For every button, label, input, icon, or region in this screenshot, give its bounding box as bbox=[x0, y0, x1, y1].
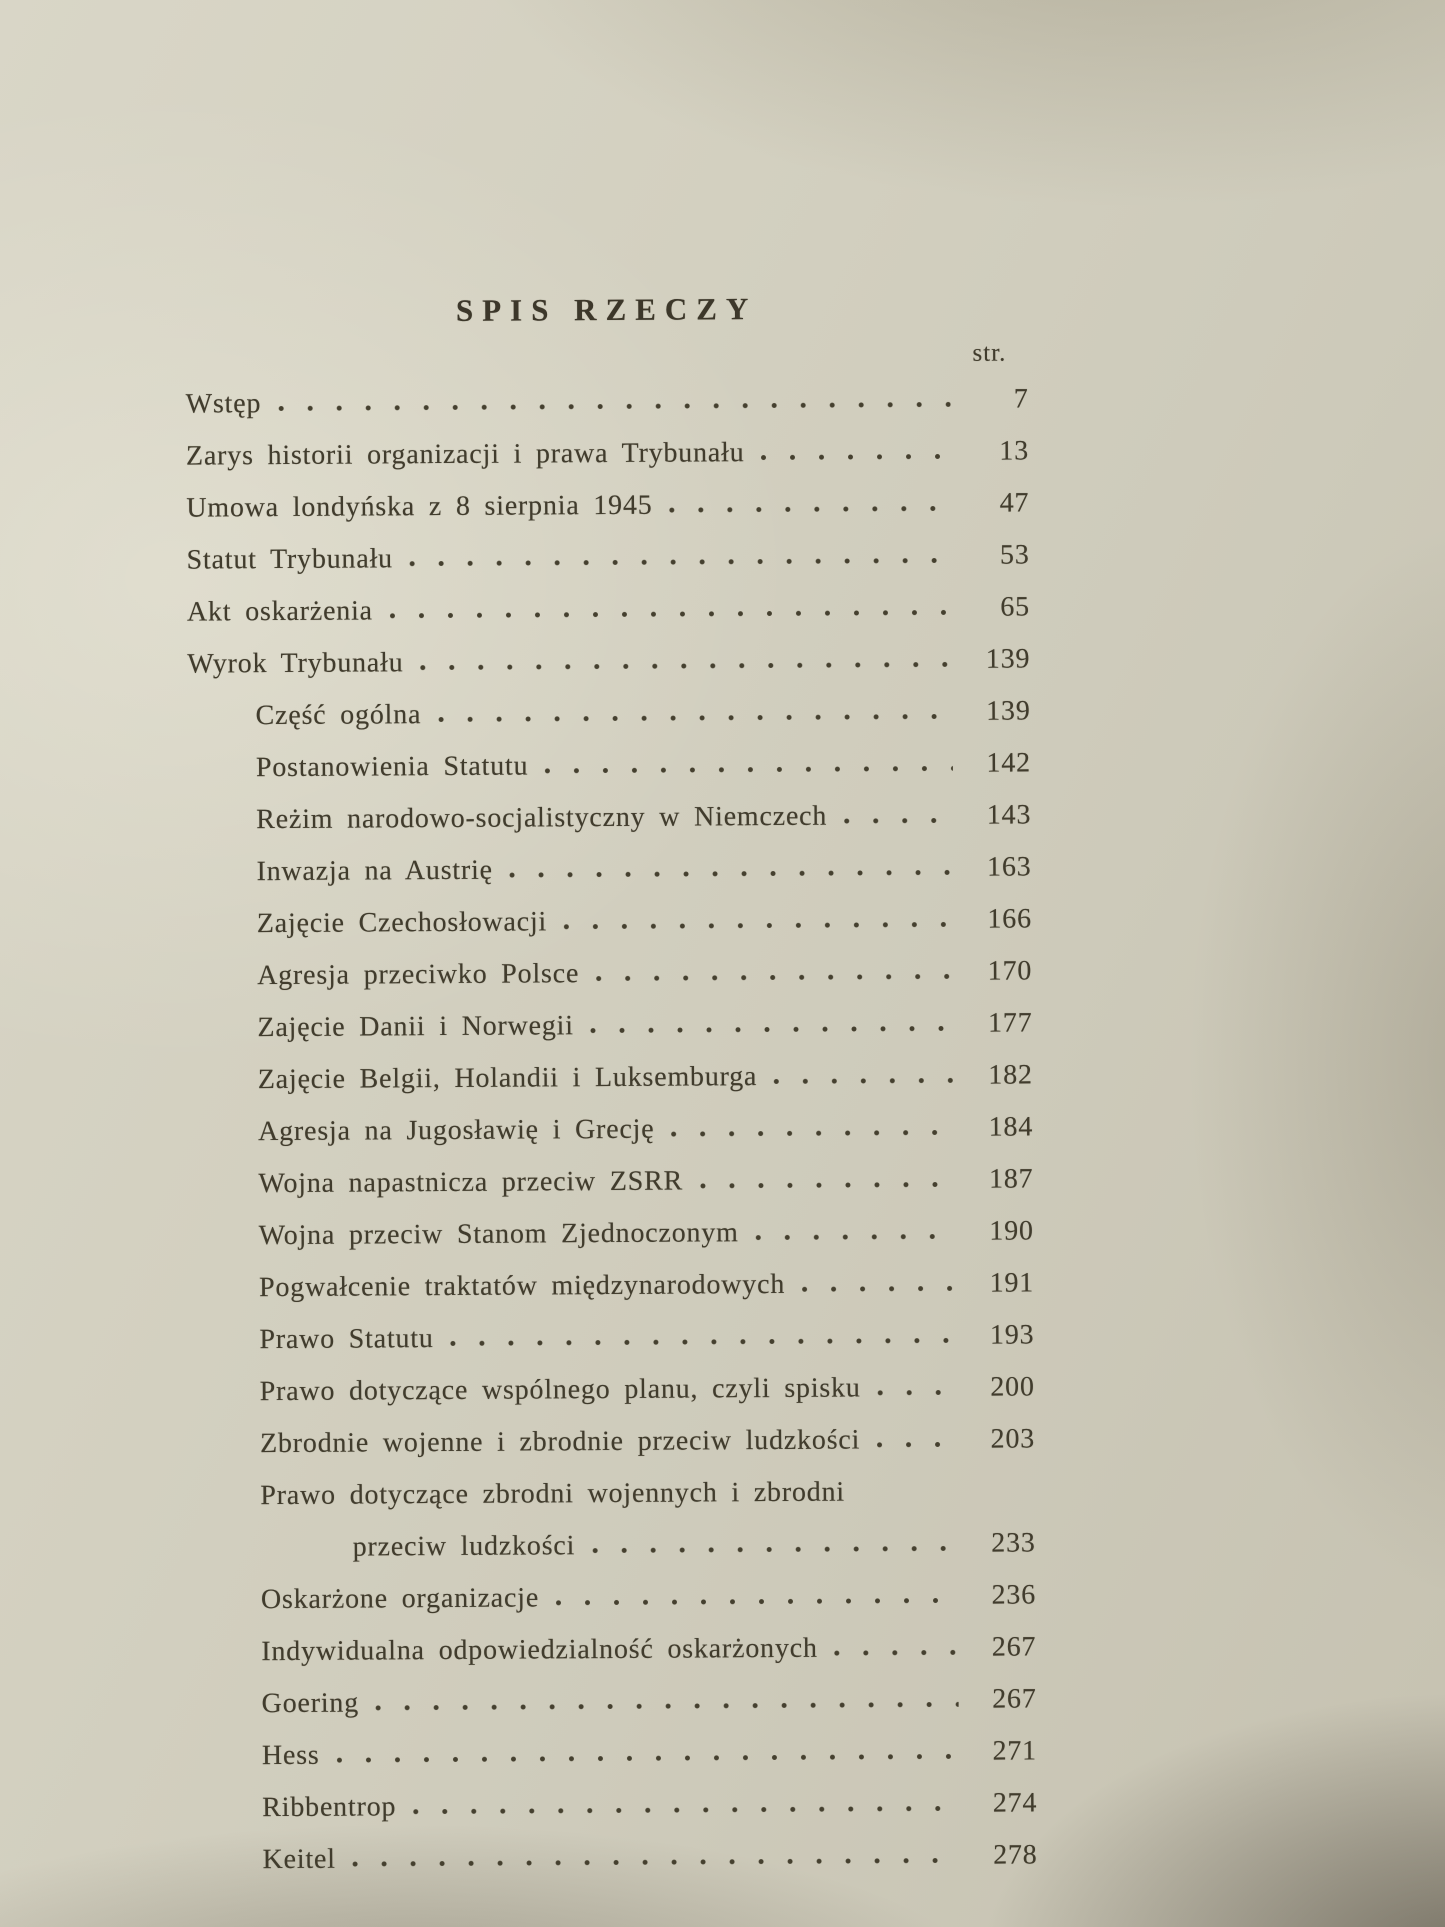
toc-entry-page: 200 bbox=[990, 1371, 1035, 1403]
toc-entry-label: Indywidualna odpowiedzialność oskarżonych bbox=[261, 1632, 818, 1668]
leader-dots bbox=[336, 1753, 959, 1764]
toc-entry-label: Agresja przeciwko Polsce bbox=[257, 958, 580, 992]
leader-dots bbox=[801, 1285, 956, 1293]
leader-dots bbox=[563, 921, 954, 930]
toc-entry-page: 177 bbox=[987, 1007, 1033, 1039]
toc-entry-page: 13 bbox=[999, 435, 1030, 467]
toc-entry bbox=[186, 529, 1029, 586]
toc-entry-page: 139 bbox=[986, 695, 1031, 727]
toc-entry-label: Ribbentrop bbox=[262, 1791, 397, 1824]
toc-entry bbox=[193, 1569, 1036, 1626]
toc-list bbox=[186, 373, 1038, 1886]
toc-entry-label: przeciw ludzkości bbox=[352, 1530, 576, 1563]
leader-dots bbox=[375, 1701, 959, 1712]
toc-entry bbox=[188, 841, 1031, 898]
toc-entry bbox=[189, 997, 1032, 1054]
page-column-header: str. bbox=[972, 339, 1007, 367]
toc-entry bbox=[191, 1309, 1034, 1366]
toc-entry-page: 233 bbox=[991, 1527, 1036, 1559]
toc-entry-label: Zajęcie Czechosłowacji bbox=[256, 906, 548, 940]
toc-entry bbox=[194, 1725, 1037, 1782]
toc-entry bbox=[190, 1153, 1033, 1210]
toc-entry-page: 184 bbox=[988, 1111, 1034, 1143]
toc-entry-page: 203 bbox=[990, 1423, 1036, 1455]
toc-entry bbox=[189, 893, 1032, 950]
toc-entry-label: Prawo Statutu bbox=[259, 1323, 434, 1356]
toc-entry-label: Hess bbox=[261, 1739, 320, 1772]
toc-entry-page: 65 bbox=[1000, 591, 1031, 623]
leader-dots bbox=[412, 1805, 959, 1815]
leader-dots bbox=[760, 453, 951, 461]
toc-entry-label: Zajęcie Belgii, Holandii i Luksemburga bbox=[257, 1061, 758, 1096]
toc-entry-label: Zarys historii organizacji i prawa Trybunału bbox=[185, 437, 745, 472]
toc-entry bbox=[186, 373, 1029, 430]
toc-entry bbox=[188, 737, 1031, 794]
toc-entry-page: 278 bbox=[993, 1839, 1038, 1871]
leader-dots bbox=[669, 505, 952, 514]
leader-dots bbox=[509, 869, 954, 879]
leader-dots bbox=[352, 1857, 960, 1868]
leader-dots bbox=[877, 1389, 957, 1396]
page-title: SPIS RZECZY bbox=[455, 291, 758, 328]
row-spacer bbox=[845, 1500, 963, 1501]
toc-entry-page: 187 bbox=[988, 1163, 1034, 1195]
leader-dots bbox=[437, 713, 952, 723]
toc-entry-page: 170 bbox=[987, 955, 1033, 987]
leader-dots bbox=[555, 1597, 958, 1606]
toc-entry-label: Agresja na Jugosławię i Grecję bbox=[258, 1113, 655, 1148]
toc-entry bbox=[194, 1777, 1037, 1834]
toc-entry-label: Oskarżone organizacje bbox=[260, 1582, 540, 1616]
toc-entry-page: 267 bbox=[992, 1683, 1037, 1715]
toc-entry-label: Keitel bbox=[262, 1843, 336, 1876]
toc-entry-label: Akt oskarżenia bbox=[186, 595, 373, 628]
leader-dots bbox=[843, 817, 953, 825]
toc-entry-page: 193 bbox=[989, 1319, 1035, 1351]
leader-dots bbox=[834, 1649, 959, 1657]
toc-entry bbox=[193, 1517, 1036, 1574]
leader-dots bbox=[450, 1337, 957, 1347]
toc-entry bbox=[191, 1257, 1034, 1314]
toc-entry-page: 143 bbox=[986, 799, 1032, 831]
toc-entry-page: 182 bbox=[988, 1059, 1033, 1091]
toc-entry bbox=[187, 581, 1030, 638]
toc-entry-page: 163 bbox=[987, 851, 1032, 883]
leader-dots bbox=[755, 1233, 956, 1241]
toc-entry-label: Inwazja na Austrię bbox=[256, 854, 493, 888]
leader-dots bbox=[544, 765, 953, 774]
toc-entry-label: Część ogólna bbox=[255, 699, 422, 732]
toc-entry-label: Postanowienia Statutu bbox=[255, 750, 529, 784]
toc-entry bbox=[193, 1621, 1036, 1678]
table-of-contents bbox=[185, 289, 1038, 1886]
toc-entry bbox=[187, 685, 1030, 742]
toc-entry-label: Prawo dotyczące wspólnego planu, czyli spisku bbox=[259, 1372, 861, 1408]
toc-entry-page: 236 bbox=[991, 1579, 1037, 1611]
toc-entry-page: 166 bbox=[987, 903, 1032, 935]
toc-entry-page: 139 bbox=[985, 643, 1031, 675]
toc-entry-label: Prawo dotyczące zbrodni wojennych i zbrodni bbox=[260, 1476, 845, 1512]
toc-entry-label: Reżim narodowo-socjalistyczny w Niemczech bbox=[256, 800, 828, 836]
toc-entry-page: 7 bbox=[1013, 383, 1029, 415]
leader-dots bbox=[699, 1181, 955, 1190]
toc-entry-label: Zbrodnie wojenne i zbrodnie przeciw ludzkości bbox=[259, 1424, 861, 1460]
toc-entry-page: 191 bbox=[989, 1267, 1035, 1299]
toc-entry-page: 271 bbox=[992, 1735, 1038, 1767]
toc-entry bbox=[188, 789, 1031, 846]
leader-dots bbox=[773, 1077, 955, 1085]
leader-dots bbox=[670, 1129, 955, 1138]
toc-entry bbox=[190, 1049, 1033, 1106]
toc-entry-label: Pogwałcenie traktatów międzynarodowych bbox=[258, 1268, 786, 1304]
leader-dots bbox=[277, 401, 950, 412]
toc-entry-label: Umowa londyńska z 8 sierpnia 1945 bbox=[186, 489, 653, 524]
toc-entry-label: Wyrok Trybunału bbox=[187, 647, 404, 680]
toc-entry-page: 190 bbox=[989, 1215, 1034, 1247]
leader-dots bbox=[389, 609, 952, 619]
toc-entry bbox=[193, 1673, 1036, 1730]
toc-entry-page: 274 bbox=[992, 1787, 1038, 1819]
toc-entry-label: Wojna przeciw Stanom Zjednoczonym bbox=[258, 1217, 739, 1252]
leader-dots bbox=[419, 661, 952, 671]
toc-entry-label: Statut Trybunału bbox=[186, 543, 394, 576]
toc-entry bbox=[186, 477, 1029, 534]
toc-entry-label: Wojna napastnicza przeciw ZSRR bbox=[258, 1165, 684, 1200]
toc-entry-page: 47 bbox=[999, 487, 1030, 519]
leader-dots bbox=[590, 1025, 955, 1034]
toc-entry-page: 142 bbox=[986, 747, 1031, 779]
toc-entry bbox=[191, 1205, 1034, 1262]
leader-dots bbox=[591, 1545, 958, 1554]
toc-entry bbox=[192, 1413, 1035, 1470]
toc-entry-page: 267 bbox=[991, 1631, 1037, 1663]
toc-entry bbox=[194, 1829, 1037, 1886]
toc-entry bbox=[189, 945, 1032, 1002]
leader-dots bbox=[876, 1441, 957, 1448]
leader-dots bbox=[409, 557, 952, 567]
leader-dots bbox=[595, 973, 954, 982]
toc-entry-page: 53 bbox=[999, 539, 1030, 571]
toc-entry bbox=[187, 633, 1030, 690]
toc-entry-label: Wstęp bbox=[185, 388, 262, 420]
toc-entry-label: Goering bbox=[261, 1687, 360, 1720]
toc-entry bbox=[192, 1361, 1035, 1418]
toc-entry bbox=[190, 1101, 1033, 1158]
toc-entry-label: Zajęcie Danii i Norwegii bbox=[257, 1010, 574, 1044]
toc-entry bbox=[192, 1465, 1035, 1522]
toc-entry bbox=[186, 425, 1029, 482]
